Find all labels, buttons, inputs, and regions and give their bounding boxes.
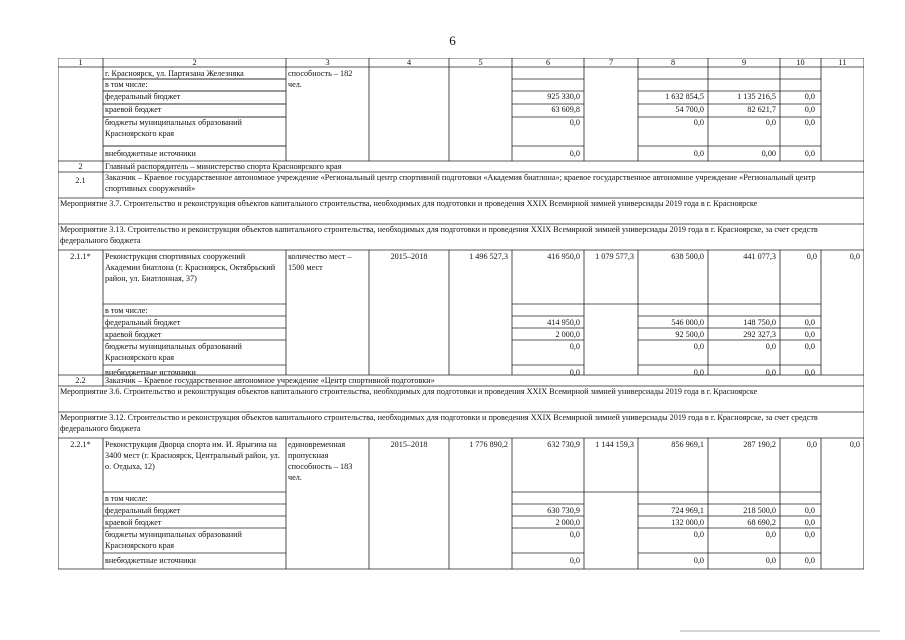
value-cell: 0,0 — [765, 368, 776, 377]
measure-heading: Мероприятие 3.7. Строительство и реконструкция объектов капитального строительства, необходимых для подготовки и проведения XXIX Всемирной зимней универсиады 2019 года в г. Красноярске — [60, 199, 758, 208]
value-cell: 287 190,2 — [743, 440, 776, 449]
row-text: Главный распорядитель – министерство спорта Красноярского края — [105, 162, 342, 171]
value-cell: 82 621,7 — [747, 105, 776, 114]
page-number: 6 — [449, 33, 456, 48]
column-header: 10 — [796, 58, 805, 67]
value-cell: 0,0 — [693, 530, 704, 539]
project-name: г. Красноярск, ул. Партизана Железняка — [105, 69, 244, 78]
value-cell: 92 500,0 — [675, 330, 704, 339]
value-cell — [638, 305, 704, 316]
value-cell: 0,0 — [804, 342, 815, 351]
value-cell: 0,0 — [765, 118, 776, 127]
value-cell: 0,0 — [569, 368, 580, 377]
value-cell — [708, 305, 776, 316]
project-name: Реконструкция спортивных сооружений Академии биатлона (г. Красноярск, Октябрьский район, ул. Биатлонная, 37) — [105, 252, 276, 283]
value-cell: 638 500,0 — [671, 252, 704, 261]
value-cell: 0,0 — [804, 118, 815, 127]
funding-source-label: федеральный бюджет — [105, 92, 181, 101]
period-cell: 2015–2018 — [390, 440, 428, 449]
value-cell: 148 750,0 — [743, 318, 776, 327]
value-cell: 1 144 159,3 — [595, 440, 634, 449]
funding-source-label: в том числе: — [105, 494, 148, 503]
value-cell: 925 330,0 — [547, 92, 580, 101]
value-cell: 0,0 — [804, 149, 815, 158]
value-cell: 54 700,0 — [675, 105, 704, 114]
column-header: 9 — [741, 58, 747, 67]
value-cell: 0,0 — [804, 530, 815, 539]
value-cell — [512, 305, 580, 316]
value-cell: 0,0 — [804, 330, 815, 339]
value-cell: 0,0 — [693, 556, 704, 565]
column-header: 7 — [608, 58, 614, 67]
value-cell: 0,0 — [765, 530, 776, 539]
value-cell: 546 000,0 — [671, 318, 704, 327]
value-cell — [780, 305, 815, 316]
value-cell: 0,0 — [849, 252, 860, 261]
value-cell: 0,0 — [804, 506, 815, 515]
measure-heading: Мероприятие 3.13. Строительство и реконструкция объектов капитального строительства, необходимых для подготовки и проведения XXIX Всемирной зимней универсиады 2019 года в г. Красноярске, за счет средств федерального бюджета — [60, 225, 818, 245]
value-cell: 1 776 890,2 — [469, 440, 508, 449]
column-header: 6 — [545, 58, 551, 67]
capacity-text: количество мест – 1500 мест — [288, 252, 352, 272]
value-cell: 0,0 — [804, 518, 815, 527]
funding-source-label: краевой бюджет — [105, 330, 162, 339]
capacity-text: единовременная пропускная способность – 183 чел. — [288, 440, 353, 482]
value-cell — [512, 79, 580, 90]
value-cell: 1 135 216,5 — [737, 92, 776, 101]
budget-table — [58, 58, 864, 574]
project-name: Реконструкция Дворца спорта им. И. Ярыгина на 3400 мест (г. Красноярск, Центральный район, ул. о. Отдыха, 12) — [105, 440, 280, 471]
value-cell: 0,0 — [693, 118, 704, 127]
funding-source-label: внебюджетные источники — [105, 556, 196, 565]
value-cell: 441 077,3 — [743, 252, 776, 261]
value-cell: 63 609,8 — [551, 105, 580, 114]
value-cell: 0,0 — [693, 149, 704, 158]
value-cell: 0,0 — [804, 105, 815, 114]
column-header: 1 — [78, 58, 83, 67]
value-cell: 2 000,0 — [555, 518, 580, 527]
value-cell — [638, 79, 704, 90]
value-cell: 416 950,0 — [547, 252, 580, 261]
row-text: Заказчик – Краевое государственное автономное учреждение «Региональный центр спортивной подготовки «Академия биатлона»; краевое государственное автономное учреждение «Региональный центр спортивных сооружений» — [105, 173, 816, 193]
column-header: 3 — [325, 58, 330, 67]
value-cell: 2 000,0 — [555, 330, 580, 339]
row-number: 2 — [78, 162, 83, 171]
value-cell — [638, 493, 704, 504]
value-cell — [708, 79, 776, 90]
value-cell: 724 969,1 — [671, 506, 704, 515]
value-cell: 856 969,1 — [671, 440, 704, 449]
value-cell: 0,0 — [804, 556, 815, 565]
value-cell: 0,0 — [806, 440, 817, 449]
funding-source-label: внебюджетные источники — [105, 368, 196, 377]
funding-source-label: федеральный бюджет — [105, 318, 181, 327]
period-cell: 2015–2018 — [390, 252, 428, 261]
funding-source-label: бюджеты муниципальных образований Красноярского края — [105, 342, 242, 362]
row-number: 2.1 — [75, 176, 86, 185]
column-header: 5 — [478, 58, 483, 67]
value-cell: 1 632 854,5 — [665, 92, 704, 101]
scan-mark — [680, 630, 880, 632]
value-cell — [780, 79, 815, 90]
column-header: 11 — [838, 58, 847, 67]
project-number: 2.2.1* — [70, 440, 91, 449]
funding-source-label: в том числе: — [105, 80, 148, 89]
value-cell: 0,0 — [806, 252, 817, 261]
value-cell: 0,0 — [693, 342, 704, 351]
value-cell: 0,0 — [569, 342, 580, 351]
value-cell: 0,0 — [569, 556, 580, 565]
measure-heading: Мероприятие 3.12. Строительство и реконструкция объектов капитального строительства, необходимых для подготовки и проведения XXIX Всемирной зимней универсиады 2019 года в г. Красноярске, за счет средств федерального бюджета — [60, 413, 818, 433]
column-header: 8 — [670, 58, 676, 67]
value-cell — [512, 493, 580, 504]
funding-source-label: бюджеты муниципальных образований Красноярского края — [105, 118, 242, 138]
value-cell: 632 730,9 — [547, 440, 580, 449]
value-cell: 68 690,2 — [747, 518, 776, 527]
funding-source-label: бюджеты муниципальных образований Красноярского края — [105, 530, 242, 550]
value-cell: 0,0 — [765, 556, 776, 565]
value-cell: 0,0 — [569, 118, 580, 127]
value-cell: 414 950,0 — [547, 318, 580, 327]
measure-heading: Мероприятие 3.6. Строительство и реконструкция объектов капитального строительства, необходимых для подготовки и проведения XXIX Всемирной зимней универсиады 2019 года в г. Красноярске — [60, 387, 758, 396]
value-cell: 292 327,3 — [743, 330, 776, 339]
value-cell: 0,00 — [761, 149, 776, 158]
project-number: 2.1.1* — [70, 252, 91, 261]
funding-source-label: федеральный бюджет — [105, 506, 181, 515]
value-cell: 0,0 — [693, 368, 704, 377]
capacity-text: способность – 182 чел. — [288, 69, 353, 89]
row-text: Заказчик – Краевое государственное автономное учреждение «Центр спортивной подготовки» — [105, 376, 435, 385]
column-header: 2 — [192, 58, 197, 67]
funding-source-label: краевой бюджет — [105, 518, 162, 527]
value-cell: 218 500,0 — [743, 506, 776, 515]
value-cell: 1 079 577,3 — [595, 252, 634, 261]
value-cell — [780, 493, 815, 504]
funding-source-label: в том числе: — [105, 306, 148, 315]
value-cell: 0,0 — [804, 318, 815, 327]
value-cell: 0,0 — [765, 342, 776, 351]
row-number: 2.2 — [75, 376, 86, 385]
value-cell: 0,0 — [849, 440, 860, 449]
value-cell: 132 000,0 — [671, 518, 704, 527]
value-cell: 1 496 527,3 — [469, 252, 508, 261]
funding-source-label: краевой бюджет — [105, 105, 162, 114]
funding-source-label: внебюджетные источники — [105, 149, 196, 158]
value-cell: 0,0 — [804, 368, 815, 377]
value-cell: 0,0 — [804, 92, 815, 101]
value-cell — [708, 493, 776, 504]
value-cell: 0,0 — [569, 530, 580, 539]
value-cell: 630 730,9 — [547, 506, 580, 515]
value-cell: 0,0 — [569, 149, 580, 158]
column-header: 4 — [406, 58, 412, 67]
